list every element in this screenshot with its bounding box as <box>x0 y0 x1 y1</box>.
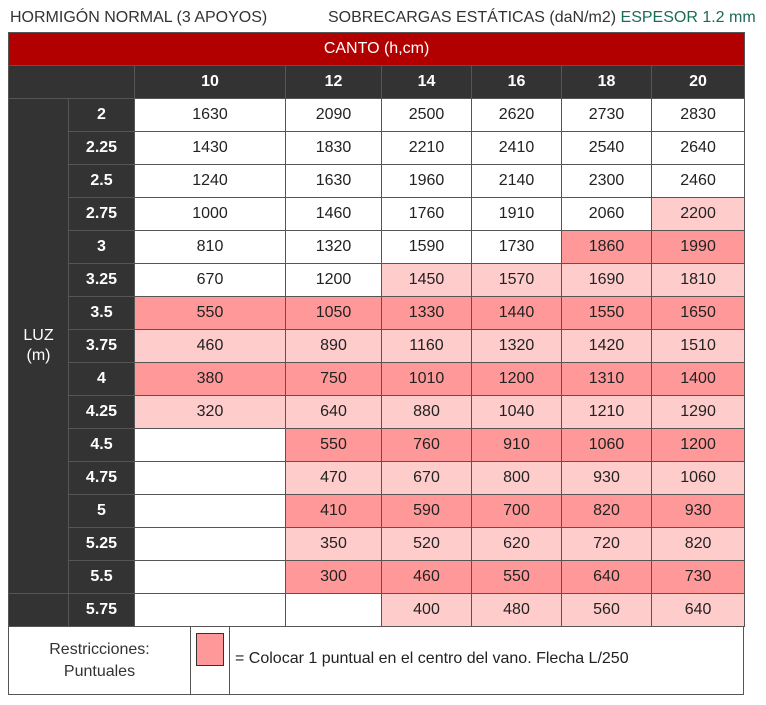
luz-value: 3.25 <box>69 264 135 297</box>
table-cell: 1200 <box>472 363 562 396</box>
legend <box>8 626 744 695</box>
luz-value: 4.75 <box>69 462 135 495</box>
table-cell: 550 <box>286 429 382 462</box>
table-cell: 2210 <box>382 132 472 165</box>
table-cell: 1630 <box>286 165 382 198</box>
table-cell: 2830 <box>652 99 745 132</box>
table-cell: 1060 <box>652 462 745 495</box>
luz-unit: (m) <box>26 347 51 364</box>
table-cell: 350 <box>286 528 382 561</box>
table-cell: 1760 <box>382 198 472 231</box>
table-cell: 1960 <box>382 165 472 198</box>
table-cell: 2500 <box>382 99 472 132</box>
table-cell: 470 <box>286 462 382 495</box>
table-row <box>9 396 745 429</box>
table-cell: 640 <box>652 594 745 627</box>
table-cell: 550 <box>135 297 286 330</box>
luz-value: 4 <box>69 363 135 396</box>
table-cell: 1460 <box>286 198 382 231</box>
table-cell: 2540 <box>562 132 652 165</box>
luz-value: 5.75 <box>69 594 135 627</box>
table-cell: 890 <box>286 330 382 363</box>
luz-value: 5.25 <box>69 528 135 561</box>
luz-side-label <box>9 99 69 594</box>
table-cell: 800 <box>472 462 562 495</box>
column-header: 18 <box>562 66 652 99</box>
table-cell: 1690 <box>562 264 652 297</box>
table-cell <box>135 495 286 528</box>
table-cell <box>286 594 382 627</box>
legend-swatch <box>196 633 224 666</box>
table-row <box>9 330 745 363</box>
table-cell: 1010 <box>382 363 472 396</box>
table-cell: 410 <box>286 495 382 528</box>
legend-label-line1: Restricciones: <box>49 640 150 658</box>
table-cell: 620 <box>472 528 562 561</box>
table-cell: 1450 <box>382 264 472 297</box>
table-cell: 1200 <box>652 429 745 462</box>
table-row <box>9 132 745 165</box>
table-row <box>9 99 745 132</box>
table-cell: 1060 <box>562 429 652 462</box>
legend-description: = Colocar 1 puntual en el centro del vano. Flecha L/250 <box>235 650 629 667</box>
column-header: 16 <box>472 66 562 99</box>
table-cell: 590 <box>382 495 472 528</box>
table-cell: 1320 <box>472 330 562 363</box>
luz-value: 4.25 <box>69 396 135 429</box>
table-row <box>9 231 745 264</box>
table-cell: 460 <box>382 561 472 594</box>
legend-label <box>9 627 191 694</box>
table-cell: 560 <box>562 594 652 627</box>
table-cell <box>135 429 286 462</box>
table-cell <box>135 528 286 561</box>
table-cell: 2410 <box>472 132 562 165</box>
table-row <box>9 297 745 330</box>
luz-value: 2.5 <box>69 165 135 198</box>
table-row <box>9 495 745 528</box>
table-cell: 820 <box>562 495 652 528</box>
luz-value: 2 <box>69 99 135 132</box>
table-title: HORMIGÓN NORMAL (3 APOYOS) <box>10 9 268 26</box>
table-subtitle <box>328 9 756 27</box>
column-header: 12 <box>286 66 382 99</box>
table-cell: 400 <box>382 594 472 627</box>
table-cell: 1210 <box>562 396 652 429</box>
table-cell <box>135 462 286 495</box>
table-cell: 760 <box>382 429 472 462</box>
table-cell: 2140 <box>472 165 562 198</box>
table-row <box>9 594 745 627</box>
luz-value: 3 <box>69 231 135 264</box>
table-cell: 880 <box>382 396 472 429</box>
table-cell: 1310 <box>562 363 652 396</box>
table-cell: 550 <box>472 561 562 594</box>
table-cell <box>135 561 286 594</box>
table-cell: 320 <box>135 396 286 429</box>
table-cell: 460 <box>135 330 286 363</box>
table-cell: 1320 <box>286 231 382 264</box>
table-cell: 1830 <box>286 132 382 165</box>
side-blank-cell <box>9 594 69 627</box>
table-row <box>9 165 745 198</box>
luz-value: 3.5 <box>69 297 135 330</box>
table-row <box>9 363 745 396</box>
canto-header: CANTO (h,cm) <box>9 33 745 66</box>
table-cell: 670 <box>135 264 286 297</box>
subtitle-main: SOBRECARGAS ESTÁTICAS (daN/m2) <box>328 9 617 26</box>
table-cell: 1290 <box>652 396 745 429</box>
table-cell: 2460 <box>652 165 745 198</box>
table-cell: 520 <box>382 528 472 561</box>
table-cell: 640 <box>562 561 652 594</box>
table-row <box>9 264 745 297</box>
table-cell: 1910 <box>472 198 562 231</box>
table-cell: 910 <box>472 429 562 462</box>
table-cell: 1400 <box>652 363 745 396</box>
table-cell: 1630 <box>135 99 286 132</box>
luz-value: 5.5 <box>69 561 135 594</box>
table-cell: 2620 <box>472 99 562 132</box>
column-header: 10 <box>135 66 286 99</box>
column-header: 20 <box>652 66 745 99</box>
table-cell: 1040 <box>472 396 562 429</box>
table-cell: 1590 <box>382 231 472 264</box>
table-cell: 1860 <box>562 231 652 264</box>
table-cell: 2640 <box>652 132 745 165</box>
table-cell: 670 <box>382 462 472 495</box>
table-cell: 820 <box>652 528 745 561</box>
corner-cell <box>9 66 135 99</box>
table-cell: 2060 <box>562 198 652 231</box>
table-cell: 2090 <box>286 99 382 132</box>
luz-value: 2.75 <box>69 198 135 231</box>
luz-label: LUZ <box>23 327 54 344</box>
table-cell: 1420 <box>562 330 652 363</box>
table-cell: 810 <box>135 231 286 264</box>
table-cell: 640 <box>286 396 382 429</box>
table-cell <box>135 594 286 627</box>
luz-value: 3.75 <box>69 330 135 363</box>
table-cell: 1160 <box>382 330 472 363</box>
subtitle-accent: ESPESOR 1.2 mm <box>620 9 756 26</box>
table-cell: 380 <box>135 363 286 396</box>
table-row <box>9 528 745 561</box>
table-cell: 300 <box>286 561 382 594</box>
table-cell: 1240 <box>135 165 286 198</box>
table-cell: 720 <box>562 528 652 561</box>
table-cell: 2300 <box>562 165 652 198</box>
legend-swatch-cell <box>190 627 230 694</box>
table-row <box>9 198 745 231</box>
table-cell: 2730 <box>562 99 652 132</box>
table-cell: 930 <box>652 495 745 528</box>
load-table <box>8 32 745 627</box>
table-cell: 730 <box>652 561 745 594</box>
table-cell: 750 <box>286 363 382 396</box>
table-cell: 1330 <box>382 297 472 330</box>
table-row <box>9 429 745 462</box>
luz-value: 5 <box>69 495 135 528</box>
luz-value: 4.5 <box>69 429 135 462</box>
table-cell: 1650 <box>652 297 745 330</box>
table-cell: 1810 <box>652 264 745 297</box>
legend-label-line2: Puntuales <box>63 662 136 680</box>
table-cell: 480 <box>472 594 562 627</box>
table-cell: 1440 <box>472 297 562 330</box>
table-cell: 1000 <box>135 198 286 231</box>
table-cell: 1570 <box>472 264 562 297</box>
table-cell: 2200 <box>652 198 745 231</box>
table-row <box>9 462 745 495</box>
luz-value: 2.25 <box>69 132 135 165</box>
table-cell: 1990 <box>652 231 745 264</box>
table-cell: 1550 <box>562 297 652 330</box>
table-cell: 1200 <box>286 264 382 297</box>
table-cell: 1430 <box>135 132 286 165</box>
table-cell: 1730 <box>472 231 562 264</box>
table-cell: 1050 <box>286 297 382 330</box>
column-header: 14 <box>382 66 472 99</box>
table-cell: 1510 <box>652 330 745 363</box>
table-row <box>9 561 745 594</box>
table-cell: 700 <box>472 495 562 528</box>
table-cell: 930 <box>562 462 652 495</box>
